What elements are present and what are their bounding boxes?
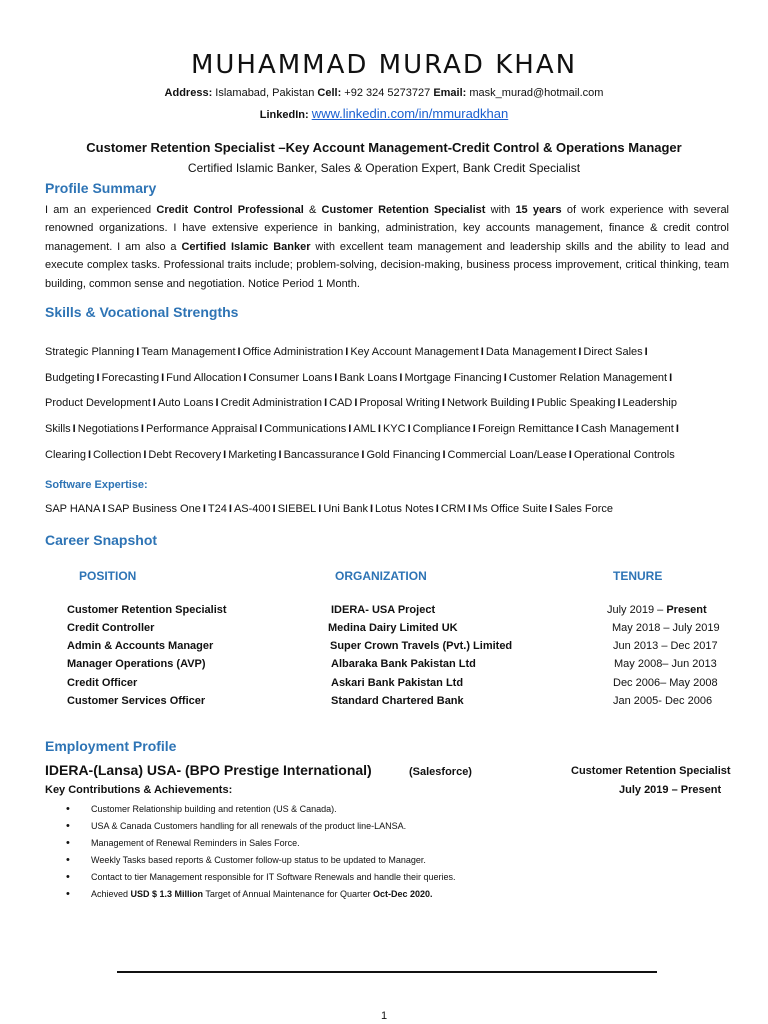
achievement-highlight: Oct-Dec 2020. — [372, 889, 433, 899]
achievement-text: Management of Renewal Reminders in Sales Force. — [91, 838, 300, 848]
skill-separator: I — [644, 346, 648, 358]
achievement-text: Achieved — [91, 889, 131, 899]
skill-separator: I — [237, 346, 241, 358]
tenure-range: July 2019 – — [607, 604, 667, 616]
software-item: AS-400 — [233, 503, 271, 515]
bullet-icon: • — [66, 820, 70, 832]
skill-item: Public Speaking — [536, 397, 616, 409]
skill-separator: I — [259, 423, 263, 435]
tenure-range: Jan 2005- Dec 2006 — [613, 695, 713, 707]
career-organization: Standard Chartered Bank — [331, 695, 464, 707]
achievement-text: USA & Canada Customers handling for all renewals of the product line-LANSA. — [91, 821, 407, 831]
skill-separator: I — [480, 346, 484, 358]
achievement-text: Weekly Tasks based reports & Customer follow-up status to be updated to Manager. — [91, 855, 426, 865]
software-separator: I — [318, 503, 322, 515]
software-separator: I — [435, 503, 439, 515]
tenure-range: May 2008– Jun 2013 — [614, 658, 717, 670]
skill-item: Office Administration — [242, 346, 344, 358]
summary-bold: Credit Control Professional — [156, 204, 304, 216]
bullet-icon: • — [66, 837, 70, 849]
software-item: T24 — [207, 503, 227, 515]
software-separator: I — [102, 503, 106, 515]
skills-line — [45, 346, 650, 358]
skill-separator: I — [575, 423, 579, 435]
skill-item: Cash Management — [580, 423, 674, 435]
skill-separator: I — [407, 423, 411, 435]
address-label: Address: — [164, 87, 213, 99]
linkedin-label: LinkedIn: — [259, 109, 312, 121]
software-separator: I — [467, 503, 471, 515]
achievement-highlight: USD $ 1.3 Million — [130, 889, 204, 899]
skill-separator: I — [568, 449, 572, 461]
skill-item: Communications — [264, 423, 347, 435]
skill-separator: I — [223, 449, 227, 461]
career-position: Credit Officer — [67, 677, 138, 689]
cell-label: Cell: — [317, 87, 342, 99]
summary-text: with — [485, 204, 516, 216]
skill-item: Skills — [45, 423, 71, 435]
key-contributions-label: Key Contributions & Achievements: — [45, 784, 233, 796]
software-item: SIEBEL — [277, 503, 317, 515]
skill-separator: I — [87, 449, 92, 461]
tenure-range: May 2018 – July 2019 — [612, 622, 720, 634]
summary-text: & — [303, 204, 322, 216]
col-tenure-header: TENURE — [613, 569, 663, 583]
tenure-present: Present — [666, 604, 707, 616]
skill-item: Fund Allocation — [166, 372, 242, 384]
skill-separator: I — [345, 346, 349, 358]
skill-item: Negotiations — [77, 423, 139, 435]
profile-summary-text — [45, 201, 729, 293]
software-separator: I — [549, 503, 553, 515]
tenure-range: Jun 2013 – Dec 2017 — [613, 640, 718, 652]
skill-separator: I — [140, 423, 144, 435]
employer-name: IDERA-(Lansa) USA- (BPO Prestige International) — [45, 762, 372, 778]
skill-separator: I — [215, 397, 219, 409]
skill-item: Gold Financing — [366, 449, 441, 461]
tenure-range: Dec 2006– May 2008 — [613, 677, 718, 689]
skill-separator: I — [669, 372, 673, 384]
headline: Customer Retention Specialist –Key Account Management-Credit Control & Operations Manager — [86, 140, 682, 155]
summary-text: with excellent team management and leadership skills and the ability to lead and execute complex tasks. Professional traits include; problem-solving, decision-making, business process improvement, critical thinking, team building, common sense and negotiation. Notice Period 1 Month. — [45, 240, 729, 290]
software-separator: I — [202, 503, 206, 515]
address-value: Islamabad, Pakistan — [212, 87, 318, 99]
career-tenure — [613, 695, 712, 707]
career-organization: Medina Dairy Limited UK — [328, 622, 458, 634]
achievement-item — [66, 886, 706, 903]
summary-bold: 15 years — [515, 204, 562, 216]
skill-item: Customer Relation Management — [508, 372, 668, 384]
achievement-item — [66, 852, 706, 869]
subheadline: Certified Islamic Banker, Sales & Operation Expert, Bank Credit Specialist — [187, 161, 581, 175]
achievement-item — [66, 801, 706, 818]
software-title: Software Expertise: — [45, 479, 148, 491]
skill-item: KYC — [382, 423, 406, 435]
skill-separator: I — [96, 372, 100, 384]
skill-separator: I — [136, 346, 140, 358]
skill-item: Forecasting — [101, 372, 160, 384]
skill-item: Strategic Planning — [45, 346, 135, 358]
skill-separator: I — [399, 372, 403, 384]
skill-item: CAD — [329, 397, 353, 409]
email-label: Email: — [433, 87, 467, 99]
skill-separator: I — [361, 449, 365, 461]
skills-title: Skills & Vocational Strengths — [45, 304, 239, 320]
summary-bold: Certified Islamic Banker — [181, 240, 311, 253]
career-tenure — [612, 622, 720, 634]
career-position: Customer Services Officer — [67, 695, 206, 707]
skill-separator: I — [348, 423, 352, 435]
career-tenure — [613, 677, 718, 689]
skill-item: Performance Appraisal — [145, 423, 258, 435]
skill-separator: I — [324, 397, 328, 409]
skill-item: Bank Loans — [339, 372, 398, 384]
skill-separator: I — [442, 449, 446, 461]
skills-line — [45, 423, 681, 435]
bullet-icon: • — [66, 888, 70, 900]
skill-separator: I — [617, 397, 621, 409]
skill-item: Bancassurance — [283, 449, 360, 461]
skill-separator: I — [278, 449, 282, 461]
skill-separator: I — [334, 372, 338, 384]
career-organization: Askari Bank Pakistan Ltd — [331, 677, 464, 689]
skill-separator: I — [152, 397, 156, 409]
employment-period — [619, 784, 721, 796]
software-item: SAP HANA — [45, 503, 101, 515]
skill-item: Operational Controls — [573, 449, 675, 461]
skill-item: Direct Sales — [583, 346, 643, 358]
skills-line — [45, 397, 677, 409]
skill-item: Auto Loans — [157, 397, 214, 409]
skill-item: Network Building — [446, 397, 530, 409]
software-separator: I — [228, 503, 232, 515]
skills-line — [45, 372, 674, 384]
col-position-header: POSITION — [79, 569, 137, 583]
achievement-text: Customer Relationship building and retention (US & Canada). — [91, 804, 337, 814]
software-item: Uni Bank — [323, 503, 368, 515]
skill-item: Leadership — [622, 397, 677, 409]
skill-separator: I — [503, 372, 507, 384]
skill-item: Compliance — [412, 423, 471, 435]
summary-text: I am an experienced — [45, 204, 157, 216]
software-separator: I — [369, 503, 374, 515]
achievement-text: Target of Annual Maintenance for Quarter — [203, 889, 373, 899]
skill-separator: I — [441, 397, 445, 409]
skill-item: Debt Recovery — [148, 449, 222, 461]
career-tenure — [607, 604, 707, 616]
achievements-list — [66, 801, 706, 903]
cell-value: +92 324 5273727 — [341, 87, 434, 99]
software-item: SAP Business One — [107, 503, 201, 515]
achievement-item — [66, 818, 706, 835]
skill-item: Mortgage Financing — [404, 372, 502, 384]
achievement-text: Contact to tier Management responsible for IT Software Renewals and handle their queries. — [91, 872, 456, 882]
summary-bold: Customer Retention Specialist — [321, 204, 486, 216]
career-position: Admin & Accounts Manager — [67, 640, 214, 652]
career-position: Customer Retention Specialist — [67, 604, 227, 616]
skill-item: Consumer Loans — [248, 372, 333, 384]
skill-separator: I — [377, 423, 381, 435]
period-start: July 2019 – — [619, 784, 681, 796]
software-item: Sales Force — [554, 503, 614, 515]
career-position: Manager Operations (AVP) — [67, 658, 206, 670]
skill-item: Credit Administration — [220, 397, 323, 409]
achievement-item — [66, 835, 706, 852]
skill-separator: I — [161, 372, 165, 384]
career-organization: Super Crown Travels (Pvt.) Limited — [330, 640, 513, 652]
period-end: Present — [680, 784, 722, 796]
skill-item: Marketing — [228, 449, 277, 461]
skill-item: Data Management — [485, 346, 577, 358]
career-tenure — [614, 658, 717, 670]
achievement-item — [66, 869, 706, 886]
skill-item: Collection — [93, 449, 142, 461]
col-organization-header: ORGANIZATION — [335, 569, 427, 583]
skill-separator: I — [72, 423, 76, 435]
linkedin-link[interactable]: www.linkedin.com/in/mmuradkhan — [311, 106, 509, 121]
skill-separator: I — [578, 346, 582, 358]
footer-divider — [117, 971, 657, 973]
skill-item: Commercial Loan/Lease — [447, 449, 567, 461]
page-number: 1 — [380, 1010, 388, 1022]
employer-note: (Salesforce) — [409, 766, 472, 778]
skill-separator: I — [472, 423, 476, 435]
software-list — [45, 503, 613, 515]
bullet-icon: • — [66, 803, 70, 815]
candidate-name: MUHAMMAD MURAD KHAN — [190, 50, 578, 80]
skill-separator: I — [354, 397, 358, 409]
email-value: mask_murad@hotmail.com — [466, 87, 604, 99]
career-snapshot-title: Career Snapshot — [45, 532, 158, 548]
software-separator: I — [272, 503, 276, 515]
bullet-icon: • — [66, 871, 70, 883]
skill-separator: I — [143, 449, 147, 461]
skill-item: Foreign Remittance — [477, 423, 574, 435]
skill-item: Proposal Writing — [359, 397, 440, 409]
software-item: Lotus Notes — [375, 503, 434, 515]
career-organization: Albaraka Bank Pakistan Ltd — [331, 658, 476, 670]
software-item: Ms Office Suite — [472, 503, 548, 515]
bullet-icon: • — [66, 854, 70, 866]
career-position: Credit Controller — [67, 622, 155, 634]
employment-profile-title: Employment Profile — [45, 738, 177, 754]
profile-summary-title: Profile Summary — [45, 180, 157, 196]
career-organization: IDERA- USA Project — [331, 604, 436, 616]
skill-item: Product Development — [45, 397, 151, 409]
contact-line — [0, 87, 768, 99]
summary-text: of work experience with several renowned organizations. I have extensive experience in banking, administration, key accounts management, finance & credit control management. I am also a — [45, 204, 729, 253]
skill-separator: I — [675, 423, 679, 435]
linkedin-line — [0, 106, 768, 121]
skill-separator: I — [243, 372, 247, 384]
skill-item: Team Management — [141, 346, 236, 358]
software-item: CRM — [440, 503, 466, 515]
skill-item: Key Account Management — [350, 346, 479, 358]
skill-separator: I — [531, 397, 535, 409]
skill-item: Budgeting — [45, 372, 95, 384]
skill-item: AML — [353, 423, 376, 435]
career-tenure — [613, 640, 718, 652]
employment-role: Customer Retention Specialist — [571, 765, 731, 777]
skills-line — [45, 449, 675, 461]
skill-item: Clearing — [45, 449, 86, 461]
